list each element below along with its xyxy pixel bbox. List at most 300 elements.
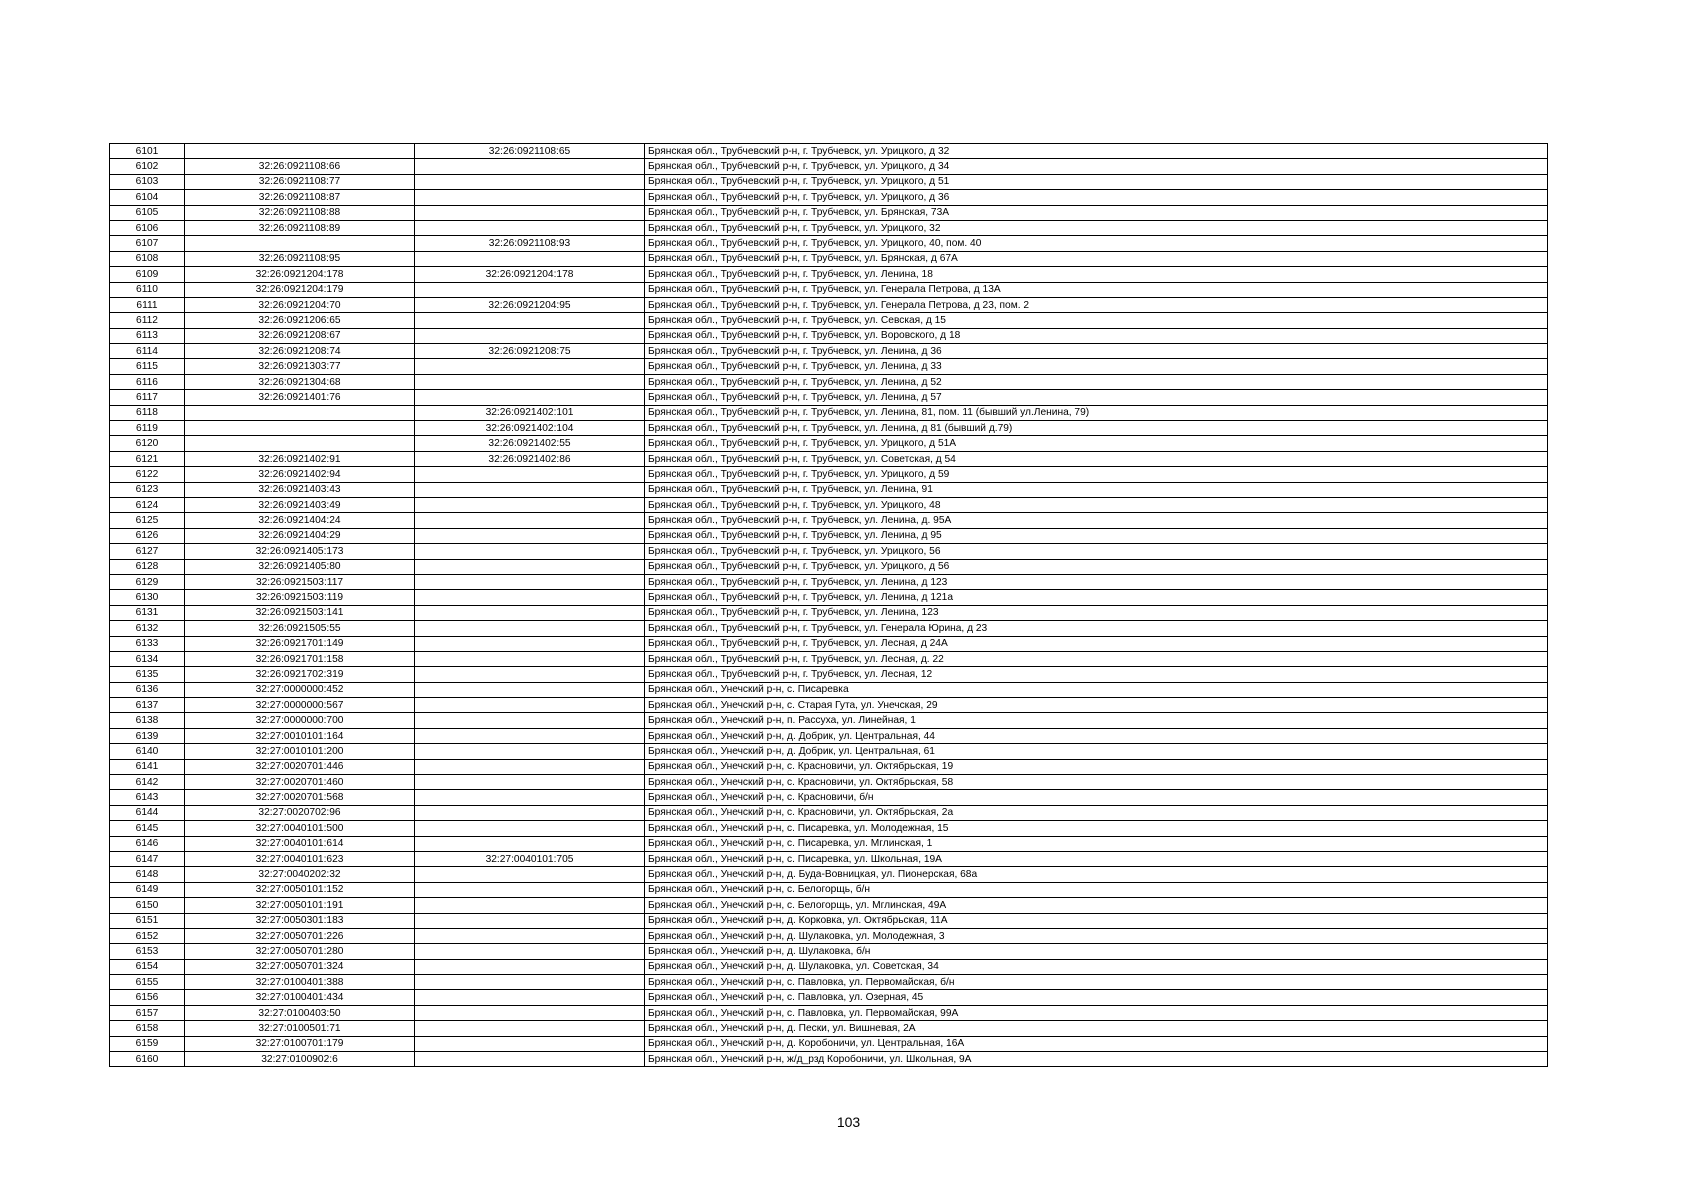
cadastral-number-cell: 32:27:0020701:568 [185,790,415,805]
cadastral-number-cell: 32:26:0921404:29 [185,528,415,543]
table-row [110,790,1548,805]
address-cell: Брянская обл., Трубчевский р-н, г. Трубчевск, ул. Ленина, д 36 [645,344,1548,359]
cadastral-number-cell: 32:27:0000000:567 [185,698,415,713]
row-number-cell: 6151 [110,913,185,928]
address-cell: Брянская обл., Трубчевский р-н, г. Трубчевск, ул. Лесная, 12 [645,667,1548,682]
row-number-cell: 6144 [110,805,185,820]
address-cell: Брянская обл., Трубчевский р-н, г. Трубчевск, ул. Урицкого, д 51А [645,436,1548,451]
address-cell: Брянская обл., Трубчевский р-н, г. Трубчевск, ул. Ленина, д 81 (бывший д.79) [645,421,1548,436]
address-cell: Брянская обл., Трубчевский р-н, г. Трубчевск, ул. Брянская, 73А [645,205,1548,220]
address-cell: Брянская обл., Унечский р-н, с. Красновичи, ул. Октябрьская, 58 [645,775,1548,790]
related-cadastral-number-cell [415,159,645,174]
related-cadastral-number-cell [415,913,645,928]
related-cadastral-number-cell: 32:26:0921108:65 [415,144,645,159]
address-cell: Брянская обл., Трубчевский р-н, г. Трубчевск, ул. Ленина, д 52 [645,374,1548,389]
row-number-cell: 6130 [110,590,185,605]
row-number-cell: 6116 [110,374,185,389]
row-number-cell: 6132 [110,621,185,636]
related-cadastral-number-cell [415,744,645,759]
related-cadastral-number-cell [415,220,645,235]
table-row [110,344,1548,359]
cadastral-number-cell: 32:27:0100403:50 [185,1005,415,1020]
row-number-cell: 6152 [110,928,185,943]
address-cell: Брянская обл., Трубчевский р-н, г. Трубчевск, ул. Ленина, д 57 [645,390,1548,405]
related-cadastral-number-cell [415,928,645,943]
related-cadastral-number-cell [415,728,645,743]
cadastral-number-cell: 32:26:0921204:70 [185,297,415,312]
address-cell: Брянская обл., Трубчевский р-н, г. Трубчевск, ул. Ленина, д 33 [645,359,1548,374]
row-number-cell: 6156 [110,990,185,1005]
table-row [110,928,1548,943]
row-number-cell: 6158 [110,1021,185,1036]
table-row [110,851,1548,866]
cadastral-number-cell: 32:27:0050701:280 [185,944,415,959]
cadastral-number-cell: 32:27:0050101:191 [185,898,415,913]
cadastral-number-cell: 32:26:0921405:173 [185,544,415,559]
cadastral-number-cell: 32:27:0010101:164 [185,728,415,743]
address-cell: Брянская обл., Унечский р-н, с. Белогорщь, б/н [645,882,1548,897]
related-cadastral-number-cell: 32:26:0921402:101 [415,405,645,420]
related-cadastral-number-cell [415,667,645,682]
address-cell: Брянская обл., Трубчевский р-н, г. Трубчевск, ул. Ленина, д. 95А [645,513,1548,528]
table-row [110,559,1548,574]
row-number-cell: 6141 [110,759,185,774]
address-cell: Брянская обл., Трубчевский р-н, г. Трубчевск, ул. Урицкого, 56 [645,544,1548,559]
address-cell: Брянская обл., Унечский р-н, с. Белогорщь, ул. Мглинская, 49А [645,898,1548,913]
related-cadastral-number-cell [415,944,645,959]
table-row [110,913,1548,928]
row-number-cell: 6121 [110,451,185,466]
row-number-cell: 6136 [110,682,185,697]
address-cell: Брянская обл., Трубчевский р-н, г. Трубчевск, ул. Ленина, 123 [645,605,1548,620]
cadastral-number-cell: 32:27:0100701:179 [185,1036,415,1051]
address-cell: Брянская обл., Трубчевский р-н, г. Трубчевск, ул. Урицкого, д 59 [645,467,1548,482]
row-number-cell: 6139 [110,728,185,743]
related-cadastral-number-cell [415,636,645,651]
address-cell: Брянская обл., Трубчевский р-н, г. Трубчевск, ул. Генерала Юрина, д 23 [645,621,1548,636]
related-cadastral-number-cell [415,313,645,328]
related-cadastral-number-cell [415,190,645,205]
cadastral-number-cell [185,144,415,159]
table-row [110,698,1548,713]
address-cell: Брянская обл., Трубчевский р-н, г. Трубчевск, ул. Генерала Петрова, д 23, пом. 2 [645,297,1548,312]
cadastral-number-cell [185,436,415,451]
cadastral-number-cell: 32:26:0921206:65 [185,313,415,328]
row-number-cell: 6159 [110,1036,185,1051]
related-cadastral-number-cell [415,497,645,512]
table-row [110,1036,1548,1051]
cadastral-number-cell: 32:27:0100401:388 [185,975,415,990]
table-row [110,605,1548,620]
address-cell: Брянская обл., Унечский р-н, д. Шулаковка, ул. Советская, 34 [645,959,1548,974]
row-number-cell: 6113 [110,328,185,343]
row-number-cell: 6146 [110,836,185,851]
table-row [110,482,1548,497]
related-cadastral-number-cell [415,790,645,805]
cadastral-number-cell: 32:26:0921503:117 [185,574,415,589]
row-number-cell: 6129 [110,574,185,589]
cadastral-number-cell: 32:26:0921402:94 [185,467,415,482]
related-cadastral-number-cell [415,898,645,913]
table-row [110,328,1548,343]
row-number-cell: 6118 [110,405,185,420]
row-number-cell: 6123 [110,482,185,497]
table-row [110,159,1548,174]
table-row [110,574,1548,589]
address-cell: Брянская обл., Трубчевский р-н, г. Трубчевск, ул. Ленина, 91 [645,482,1548,497]
table-row [110,374,1548,389]
table-row [110,528,1548,543]
row-number-cell: 6147 [110,851,185,866]
row-number-cell: 6155 [110,975,185,990]
related-cadastral-number-cell [415,467,645,482]
cadastral-number-cell: 32:27:0000000:700 [185,713,415,728]
cadastral-number-cell: 32:26:0921402:91 [185,451,415,466]
cadastral-number-cell: 32:27:0100501:71 [185,1021,415,1036]
cadastral-number-cell [185,405,415,420]
row-number-cell: 6143 [110,790,185,805]
related-cadastral-number-cell [415,805,645,820]
cadastral-number-cell: 32:27:0040101:500 [185,821,415,836]
related-cadastral-number-cell: 32:26:0921204:95 [415,297,645,312]
address-cell: Брянская обл., Унечский р-н, с. Старая Гута, ул. Унечская, 29 [645,698,1548,713]
related-cadastral-number-cell [415,174,645,189]
table-row [110,297,1548,312]
cadastral-number-cell: 32:26:0921204:178 [185,267,415,282]
row-number-cell: 6154 [110,959,185,974]
cadastral-number-cell: 32:26:0921108:89 [185,220,415,235]
row-number-cell: 6103 [110,174,185,189]
related-cadastral-number-cell: 32:26:0921204:178 [415,267,645,282]
cadastral-number-cell: 32:27:0040101:623 [185,851,415,866]
table-row [110,513,1548,528]
table-row [110,651,1548,666]
table-row [110,282,1548,297]
cadastral-number-cell: 32:27:0100401:434 [185,990,415,1005]
cadastral-number-cell: 32:26:0921108:87 [185,190,415,205]
cadastral-number-cell: 32:27:0040202:32 [185,867,415,882]
cadastral-number-cell: 32:26:0921208:74 [185,344,415,359]
table-row [110,251,1548,266]
row-number-cell: 6134 [110,651,185,666]
row-number-cell: 6137 [110,698,185,713]
row-number-cell: 6119 [110,421,185,436]
address-cell: Брянская обл., Трубчевский р-н, г. Трубчевск, ул. Урицкого, д 56 [645,559,1548,574]
address-cell: Брянская обл., Унечский р-н, с. Павловка, ул. Первомайская, 99А [645,1005,1548,1020]
cadastral-number-cell: 32:26:0921403:49 [185,497,415,512]
address-cell: Брянская обл., Унечский р-н, д. Коробоничи, ул. Центральная, 16А [645,1036,1548,1051]
cadastral-number-cell: 32:26:0921304:68 [185,374,415,389]
related-cadastral-number-cell [415,836,645,851]
table-row [110,621,1548,636]
related-cadastral-number-cell [415,559,645,574]
table-row [110,990,1548,1005]
table-row [110,636,1548,651]
cadastral-number-cell: 32:26:0921701:149 [185,636,415,651]
cadastral-number-cell: 32:26:0921503:119 [185,590,415,605]
row-number-cell: 6131 [110,605,185,620]
row-number-cell: 6150 [110,898,185,913]
table-row [110,467,1548,482]
row-number-cell: 6108 [110,251,185,266]
table-row [110,451,1548,466]
address-cell: Брянская обл., Унечский р-н, д. Буда-Вовницкая, ул. Пионерская, 68а [645,867,1548,882]
related-cadastral-number-cell [415,605,645,620]
related-cadastral-number-cell [415,205,645,220]
cadastral-number-cell: 32:27:0100902:6 [185,1052,415,1067]
row-number-cell: 6153 [110,944,185,959]
related-cadastral-number-cell: 32:26:0921402:104 [415,421,645,436]
related-cadastral-number-cell [415,882,645,897]
table-row [110,405,1548,420]
related-cadastral-number-cell [415,374,645,389]
table-row [110,959,1548,974]
cadastral-number-cell: 32:27:0050701:324 [185,959,415,974]
table-row [110,821,1548,836]
address-cell: Брянская обл., Унечский р-н, с. Павловка, ул. Первомайская, б/н [645,975,1548,990]
cadastral-number-cell: 32:26:0921303:77 [185,359,415,374]
cadastral-number-cell: 32:26:0921403:43 [185,482,415,497]
related-cadastral-number-cell: 32:26:0921208:75 [415,344,645,359]
table-row [110,174,1548,189]
row-number-cell: 6135 [110,667,185,682]
table-row [110,220,1548,235]
table-row [110,682,1548,697]
table-row [110,898,1548,913]
cadastral-number-cell: 32:26:0921108:77 [185,174,415,189]
address-cell: Брянская обл., Трубчевский р-н, г. Трубчевск, ул. Ленина, 81, пом. 11 (бывший ул.Ленина, 79) [645,405,1548,420]
address-cell: Брянская обл., Унечский р-н, д. Шулаковка, ул. Молодежная, 3 [645,928,1548,943]
table-row [110,836,1548,851]
cadastral-number-cell: 32:27:0020701:460 [185,775,415,790]
related-cadastral-number-cell [415,544,645,559]
cadastral-number-cell [185,421,415,436]
address-cell: Брянская обл., Трубчевский р-н, г. Трубчевск, ул. Урицкого, д 51 [645,174,1548,189]
address-cell: Брянская обл., Трубчевский р-н, г. Трубчевск, ул. Ленина, 18 [645,267,1548,282]
related-cadastral-number-cell [415,359,645,374]
table-row [110,728,1548,743]
table-row [110,205,1548,220]
table-row [110,497,1548,512]
address-cell: Брянская обл., Трубчевский р-н, г. Трубчевск, ул. Урицкого, 48 [645,497,1548,512]
address-cell: Брянская обл., Трубчевский р-н, г. Трубчевск, ул. Генерала Петрова, д 13А [645,282,1548,297]
cadastral-number-cell: 32:26:0921404:24 [185,513,415,528]
cadastral-number-cell: 32:27:0040101:614 [185,836,415,851]
row-number-cell: 6106 [110,220,185,235]
address-cell: Брянская обл., Унечский р-н, с. Красновичи, б/н [645,790,1548,805]
row-number-cell: 6127 [110,544,185,559]
table-row [110,805,1548,820]
row-number-cell: 6125 [110,513,185,528]
address-cell: Брянская обл., Унечский р-н, д. Добрик, ул. Центральная, 61 [645,744,1548,759]
related-cadastral-number-cell [415,713,645,728]
cadastral-number-cell: 32:26:0921108:66 [185,159,415,174]
row-number-cell: 6117 [110,390,185,405]
related-cadastral-number-cell [415,328,645,343]
table-row [110,1005,1548,1020]
cadastral-number-cell: 32:26:0921204:179 [185,282,415,297]
row-number-cell: 6124 [110,497,185,512]
cadastral-number-cell: 32:26:0921108:88 [185,205,415,220]
address-cell: Брянская обл., Трубчевский р-н, г. Трубчевск, ул. Урицкого, д 32 [645,144,1548,159]
related-cadastral-number-cell: 32:26:0921402:86 [415,451,645,466]
address-cell: Брянская обл., Трубчевский р-н, г. Трубчевск, ул. Урицкого, д 36 [645,190,1548,205]
address-cell: Брянская обл., Унечский р-н, с. Красновичи, ул. Октябрьская, 2а [645,805,1548,820]
address-cell: Брянская обл., Трубчевский р-н, г. Трубчевск, ул. Лесная, д. 22 [645,651,1548,666]
table-row [110,313,1548,328]
related-cadastral-number-cell [415,698,645,713]
cadastral-number-cell: 32:27:0050301:183 [185,913,415,928]
address-cell: Брянская обл., Унечский р-н, с. Писаревка, ул. Молодежная, 15 [645,821,1548,836]
cadastral-number-cell: 32:27:0020701:446 [185,759,415,774]
address-cell: Брянская обл., Унечский р-н, ж/д_рзд Коробоничи, ул. Школьная, 9А [645,1052,1548,1067]
cadastral-number-cell: 32:26:0921503:141 [185,605,415,620]
table-row [110,744,1548,759]
table-row [110,882,1548,897]
row-number-cell: 6142 [110,775,185,790]
row-number-cell: 6157 [110,1005,185,1020]
related-cadastral-number-cell [415,821,645,836]
cadastral-number-cell: 32:26:0921108:95 [185,251,415,266]
cadastral-number-cell: 32:27:0050701:226 [185,928,415,943]
related-cadastral-number-cell [415,590,645,605]
row-number-cell: 6107 [110,236,185,251]
address-cell: Брянская обл., Унечский р-н, с. Писаревка, ул. Школьная, 19А [645,851,1548,866]
table-row [110,544,1548,559]
row-number-cell: 6105 [110,205,185,220]
row-number-cell: 6120 [110,436,185,451]
table-row [110,775,1548,790]
address-cell: Брянская обл., Трубчевский р-н, г. Трубчевск, ул. Урицкого, 40, пом. 40 [645,236,1548,251]
table-row [110,236,1548,251]
cadastral-number-cell: 32:26:0921702:319 [185,667,415,682]
address-cell: Брянская обл., Трубчевский р-н, г. Трубчевск, ул. Воровского, д 18 [645,328,1548,343]
related-cadastral-number-cell [415,1052,645,1067]
cadastral-number-cell: 32:27:0000000:452 [185,682,415,697]
row-number-cell: 6101 [110,144,185,159]
row-number-cell: 6128 [110,559,185,574]
row-number-cell: 6114 [110,344,185,359]
row-number-cell: 6138 [110,713,185,728]
address-cell: Брянская обл., Трубчевский р-н, г. Трубчевск, ул. Брянская, д 67А [645,251,1548,266]
row-number-cell: 6112 [110,313,185,328]
table-row [110,713,1548,728]
table-row [110,144,1548,159]
row-number-cell: 6109 [110,267,185,282]
address-cell: Брянская обл., Унечский р-н, д. Корковка, ул. Октябрьская, 11А [645,913,1548,928]
related-cadastral-number-cell [415,682,645,697]
cadastral-number-cell: 32:26:0921401:76 [185,390,415,405]
row-number-cell: 6104 [110,190,185,205]
address-cell: Брянская обл., Трубчевский р-н, г. Трубчевск, ул. Севская, д 15 [645,313,1548,328]
related-cadastral-number-cell [415,959,645,974]
related-cadastral-number-cell [415,1036,645,1051]
table-row [110,944,1548,959]
address-cell: Брянская обл., Трубчевский р-н, г. Трубчевск, ул. Урицкого, д 34 [645,159,1548,174]
row-number-cell: 6149 [110,882,185,897]
address-cell: Брянская обл., Трубчевский р-н, г. Трубчевск, ул. Советская, д 54 [645,451,1548,466]
row-number-cell: 6110 [110,282,185,297]
address-cell: Брянская обл., Трубчевский р-н, г. Трубчевск, ул. Урицкого, 32 [645,220,1548,235]
table-row [110,975,1548,990]
related-cadastral-number-cell [415,621,645,636]
cadastral-number-cell [185,236,415,251]
cadastral-number-cell: 32:27:0010101:200 [185,744,415,759]
table-row [110,1052,1548,1067]
table-row [110,590,1548,605]
address-cell: Брянская обл., Унечский р-н, п. Рассуха, ул. Линейная, 1 [645,713,1548,728]
row-number-cell: 6115 [110,359,185,374]
table-row [110,267,1548,282]
row-number-cell: 6145 [110,821,185,836]
row-number-cell: 6140 [110,744,185,759]
address-cell: Брянская обл., Унечский р-н, с. Красновичи, ул. Октябрьская, 19 [645,759,1548,774]
table-row [110,421,1548,436]
address-cell: Брянская обл., Унечский р-н, с. Павловка, ул. Озерная, 45 [645,990,1548,1005]
related-cadastral-number-cell [415,1021,645,1036]
records-table-body [110,144,1548,1067]
related-cadastral-number-cell [415,482,645,497]
related-cadastral-number-cell [415,990,645,1005]
row-number-cell: 6133 [110,636,185,651]
related-cadastral-number-cell: 32:26:0921402:55 [415,436,645,451]
row-number-cell: 6126 [110,528,185,543]
table-row [110,359,1548,374]
related-cadastral-number-cell: 32:26:0921108:93 [415,236,645,251]
related-cadastral-number-cell [415,1005,645,1020]
related-cadastral-number-cell [415,775,645,790]
table-row [110,1021,1548,1036]
records-table [109,143,1548,1067]
cadastral-number-cell: 32:27:0020702:96 [185,805,415,820]
address-cell: Брянская обл., Трубчевский р-н, г. Трубчевск, ул. Ленина, д 121а [645,590,1548,605]
cadastral-number-cell: 32:26:0921505:55 [185,621,415,636]
related-cadastral-number-cell [415,975,645,990]
related-cadastral-number-cell [415,390,645,405]
row-number-cell: 6160 [110,1052,185,1067]
table-row [110,867,1548,882]
table-row [110,190,1548,205]
table-row [110,667,1548,682]
table-row [110,759,1548,774]
address-cell: Брянская обл., Унечский р-н, д. Шулаковка, б/н [645,944,1548,959]
table-row [110,390,1548,405]
related-cadastral-number-cell [415,651,645,666]
related-cadastral-number-cell [415,528,645,543]
related-cadastral-number-cell [415,867,645,882]
related-cadastral-number-cell [415,251,645,266]
address-cell: Брянская обл., Унечский р-н, с. Писаревка, ул. Мглинская, 1 [645,836,1548,851]
table-row [110,436,1548,451]
row-number-cell: 6111 [110,297,185,312]
row-number-cell: 6148 [110,867,185,882]
address-cell: Брянская обл., Унечский р-н, д. Пески, ул. Вишневая, 2А [645,1021,1548,1036]
address-cell: Брянская обл., Трубчевский р-н, г. Трубчевск, ул. Ленина, д 95 [645,528,1548,543]
related-cadastral-number-cell [415,574,645,589]
cadastral-number-cell: 32:26:0921405:80 [185,559,415,574]
related-cadastral-number-cell [415,759,645,774]
cadastral-number-cell: 32:26:0921701:158 [185,651,415,666]
cadastral-number-cell: 32:27:0050101:152 [185,882,415,897]
row-number-cell: 6122 [110,467,185,482]
page-number: 103 [836,1114,861,1130]
address-cell: Брянская обл., Трубчевский р-н, г. Трубчевск, ул. Ленина, д 123 [645,574,1548,589]
address-cell: Брянская обл., Трубчевский р-н, г. Трубчевск, ул. Лесная, д 24А [645,636,1548,651]
address-cell: Брянская обл., Унечский р-н, с. Писаревка [645,682,1548,697]
address-cell: Брянская обл., Унечский р-н, д. Добрик, ул. Центральная, 44 [645,728,1548,743]
cadastral-number-cell: 32:26:0921208:67 [185,328,415,343]
related-cadastral-number-cell: 32:27:0040101:705 [415,851,645,866]
